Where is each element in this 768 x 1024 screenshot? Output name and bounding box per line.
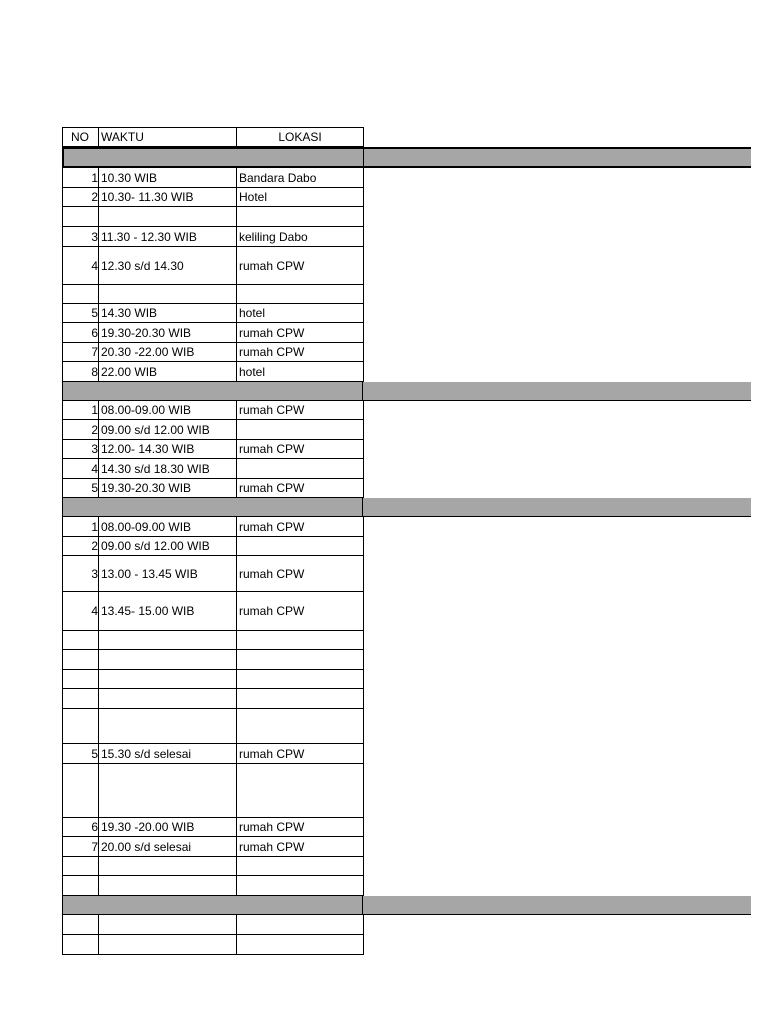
cell-waktu: 12.00- 14.30 WIB [98,440,237,459]
table-row [62,401,364,420]
cell-no: 5 [62,304,99,323]
cell-waktu [98,650,237,670]
cell-lokasi: rumah CPW [236,556,364,592]
table-row [62,285,364,304]
section-band [62,382,751,401]
cell-lokasi [236,537,364,556]
cell-no [62,857,99,876]
cell-lokasi: rumah CPW [236,744,364,764]
cell-no: 6 [62,818,99,837]
table-row [62,304,364,323]
cell-waktu [98,935,237,955]
cell-lokasi: rumah CPW [236,818,364,837]
table-row [62,343,364,362]
cell-waktu: 09.00 s/d 12.00 WIB [98,420,237,440]
table-row [62,818,364,837]
cell-no: 2 [62,188,99,207]
cell-lokasi [236,631,364,650]
cell-waktu: 10.30- 11.30 WIB [98,188,237,207]
table-row [62,592,364,631]
cell-waktu [98,631,237,650]
table-row [62,168,364,188]
header-waktu: WAKTU [98,127,237,147]
table-row [62,362,364,382]
table-row [62,323,364,343]
table-row [62,837,364,857]
cell-lokasi [236,650,364,670]
cell-waktu: 12.30 s/d 14.30 [98,247,237,285]
cell-waktu: 08.00-09.00 WIB [98,401,237,420]
cell-lokasi [236,689,364,709]
cell-waktu: 14.30 s/d 18.30 WIB [98,459,237,479]
cell-lokasi: hotel [236,362,364,382]
cell-no: 1 [62,168,99,188]
cell-waktu [98,689,237,709]
cell-lokasi: rumah CPW [236,323,364,343]
cell-waktu [98,207,237,227]
cell-lokasi: rumah CPW [236,517,364,537]
cell-waktu: 14.30 WIB [98,304,237,323]
cell-no [62,876,99,896]
cell-lokasi: rumah CPW [236,247,364,285]
cell-lokasi [236,459,364,479]
table-row [62,479,364,498]
cell-no: 4 [62,247,99,285]
cell-lokasi: rumah CPW [236,837,364,857]
cell-waktu [98,857,237,876]
cell-lokasi [236,670,364,689]
cell-lokasi: Bandara Dabo [236,168,364,188]
cell-lokasi: rumah CPW [236,343,364,362]
header-no: NO [62,127,99,147]
table-row [62,670,364,689]
cell-lokasi [236,935,364,955]
table-row [62,517,364,537]
cell-no: 3 [62,440,99,459]
cell-no: 2 [62,420,99,440]
cell-no [62,689,99,709]
cell-no [62,709,99,744]
cell-no: 3 [62,227,99,247]
table-row [62,744,364,764]
table-row [62,857,364,876]
cell-waktu [98,915,237,935]
section-band [62,896,751,915]
cell-no [62,285,99,304]
cell-waktu: 09.00 s/d 12.00 WIB [98,537,237,556]
table-row [62,915,364,935]
cell-waktu: 22.00 WIB [98,362,237,382]
cell-no: 3 [62,556,99,592]
cell-waktu [98,709,237,744]
cell-waktu [98,670,237,689]
cell-no: 8 [62,362,99,382]
table-row [62,556,364,592]
table-row [62,689,364,709]
cell-no: 6 [62,323,99,343]
cell-no: 4 [62,592,99,631]
cell-lokasi: keliling Dabo [236,227,364,247]
cell-no: 5 [62,744,99,764]
cell-waktu: 15.30 s/d selesai [98,744,237,764]
cell-waktu: 19.30 -20.00 WIB [98,818,237,837]
cell-waktu [98,764,237,818]
cell-no [62,764,99,818]
cell-waktu: 11.30 - 12.30 WIB [98,227,237,247]
table-row [62,420,364,440]
cell-lokasi [236,857,364,876]
table-row [62,227,364,247]
cell-lokasi: rumah CPW [236,479,364,498]
cell-lokasi [236,709,364,744]
table-row [62,247,364,285]
header-row [62,127,364,147]
cell-no: 2 [62,537,99,556]
cell-no: 1 [62,517,99,537]
cell-lokasi: hotel [236,304,364,323]
cell-lokasi [236,915,364,935]
cell-lokasi [236,876,364,896]
cell-lokasi: Hotel [236,188,364,207]
table-row [62,188,364,207]
cell-lokasi [236,285,364,304]
cell-waktu: 20.00 s/d selesai [98,837,237,857]
table-row [62,537,364,556]
cell-lokasi [236,764,364,818]
cell-waktu [98,285,237,304]
cell-no: 1 [62,401,99,420]
table-row [62,631,364,650]
table-row [62,709,364,744]
cell-waktu: 10.30 WIB [98,168,237,188]
cell-no [62,650,99,670]
cell-waktu: 19.30-20.30 WIB [98,323,237,343]
section-band [62,147,751,168]
table-row [62,207,364,227]
table-row [62,459,364,479]
table-row [62,650,364,670]
cell-no [62,670,99,689]
cell-no [62,915,99,935]
cell-no: 7 [62,343,99,362]
cell-waktu [98,876,237,896]
cell-no: 7 [62,837,99,857]
cell-lokasi [236,207,364,227]
cell-no [62,935,99,955]
cell-waktu: 13.45- 15.00 WIB [98,592,237,631]
cell-waktu: 20.30 -22.00 WIB [98,343,237,362]
table-row [62,935,364,955]
cell-no [62,207,99,227]
table-row [62,764,364,818]
cell-lokasi: rumah CPW [236,440,364,459]
cell-waktu: 13.00 - 13.45 WIB [98,556,237,592]
header-lokasi: LOKASI [236,127,364,147]
cell-waktu: 08.00-09.00 WIB [98,517,237,537]
cell-no: 5 [62,479,99,498]
cell-lokasi: rumah CPW [236,592,364,631]
cell-lokasi: rumah CPW [236,401,364,420]
table-row [62,440,364,459]
section-band [62,498,751,517]
cell-no: 4 [62,459,99,479]
cell-lokasi [236,420,364,440]
cell-no [62,631,99,650]
cell-waktu: 19.30-20.30 WIB [98,479,237,498]
table-row [62,876,364,896]
